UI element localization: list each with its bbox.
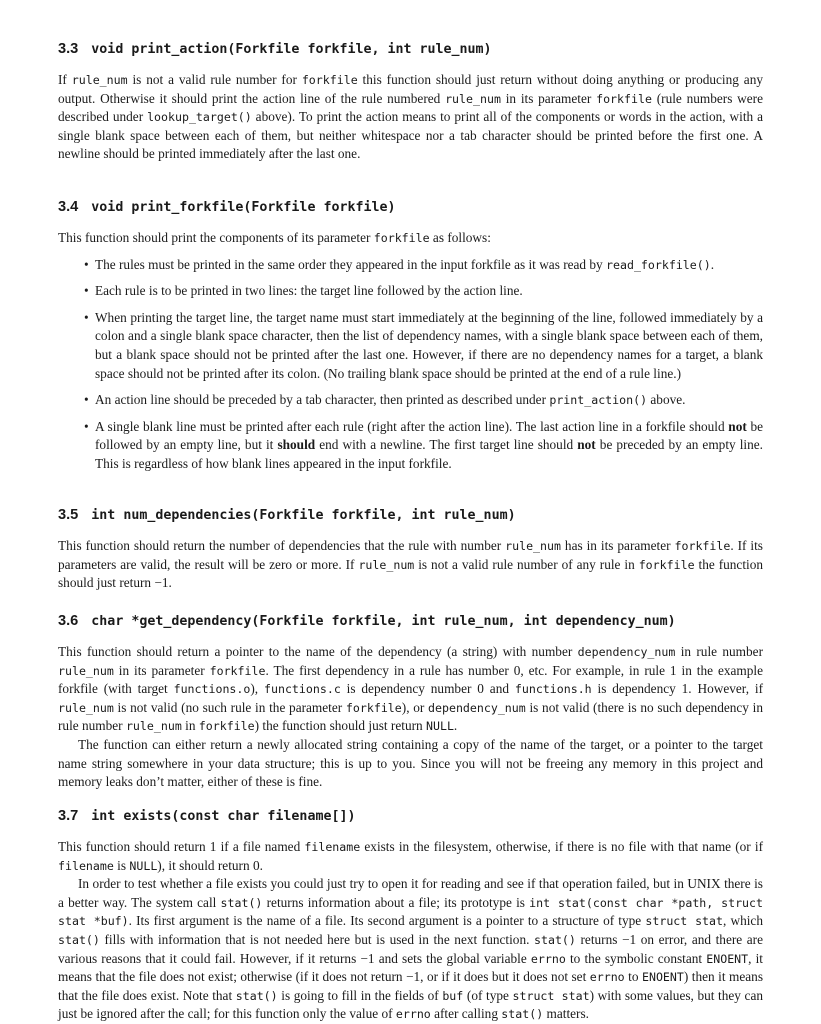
- section-3-3: [58, 40, 763, 198]
- inline-code: dependency_num: [428, 700, 526, 715]
- inline-code: read_forkfile(): [606, 257, 711, 272]
- inline-code: rule_num: [125, 719, 182, 734]
- paragraph: If rule_num is not a valid rule number for forkfile this function should just return without doing anything or producing any output. Otherwise it should print the action line of the rule numbered rule_num in its parameter forkfile (rule numbers were described under lookup_target() above). To print the action means to print all of the components or words in the action, with a single blank space between each of them, but neither whitespace nor a tab character should be printed before the first one. A newline should be printed immediately after the last one.: [58, 72, 763, 162]
- inline-code: forkfile: [674, 539, 731, 553]
- list-item: • A single blank line must be printed after each rule (right after the action line). The last action line in a forkfile should not be followed by an empty line, but it should end with a newline. The first target line should not be preceded by an empty line. This is regardless of how blank lines appeared in the input forkfile.: [58, 418, 763, 474]
- inline-code: buf: [442, 988, 464, 1003]
- section-3-6: [58, 612, 763, 807]
- inline-code: stat(): [501, 1007, 544, 1022]
- inline-code: dependency_num: [577, 645, 676, 659]
- section-3-7: [58, 807, 763, 1024]
- list-item: • When printing the target line, the target name must start immediately at the beginning of the line, followed immediately by a colon and a single blank space character, then the list of dependency names, with a single blank space between each of them, but a blank space should not be printed after the last one. However, if there are no dependency names for a target, a blank space should not be printed after its colon. (No trailing blank space should be printed at the end of a rule line.): [58, 309, 763, 383]
- inline-code: rule_num: [358, 557, 415, 572]
- inline-code: rule_num: [505, 539, 561, 553]
- emphasis: not: [577, 437, 596, 453]
- inline-code: functions.c: [264, 682, 341, 697]
- inline-code: ENOENT: [706, 951, 749, 966]
- emphasis: not: [728, 418, 747, 434]
- paragraph: This function should return 1 if a file named filename exists in the filesystem, otherwise, if there is no file with that name (or if filename is NULL), it should return 0.: [58, 839, 763, 873]
- inline-code: forkfile: [596, 91, 652, 106]
- inline-code: forkfile: [638, 557, 695, 572]
- inline-code: ENOENT: [641, 970, 684, 985]
- function-signature: char *get_dependency(Forkfile forkfile, int rule_num, int dependency_num): [91, 614, 676, 629]
- inline-code: stat(): [58, 932, 100, 947]
- section-heading: [58, 506, 763, 525]
- inline-code: filename: [304, 840, 361, 854]
- inline-code: stat(): [235, 988, 278, 1003]
- inline-code: struct stat: [645, 914, 723, 929]
- paragraph: This function should print the components of its parameter forkfile as follows:: [58, 230, 491, 245]
- inline-code: NULL: [426, 719, 454, 734]
- inline-code: functions.o: [173, 682, 251, 697]
- section-number: 3.7: [58, 808, 79, 824]
- inline-code: int stat(const char *path, struct stat *buf): [58, 895, 763, 929]
- function-signature: int num_dependencies(Forkfile forkfile, int rule_num): [91, 508, 516, 523]
- inline-code: struct stat: [512, 988, 590, 1003]
- inline-code: forkfile: [301, 73, 358, 87]
- inline-code: filename: [58, 858, 114, 873]
- inline-code: lookup_target(): [147, 110, 252, 125]
- section-3-5: [58, 506, 763, 612]
- list-item: • An action line should be preceded by a tab character, then printed as described under print_action() above.: [58, 391, 763, 410]
- inline-code: errno: [530, 951, 566, 966]
- paragraph: This function should return a pointer to the name of the dependency (a string) with number dependency_num in rule number rule_num in its parameter forkfile. The first dependency in a rule has number 0, etc. For example, in rule 1 in the example forkfile (with target functions.o), functions.c is dependency number 0 and functions.h is dependency 1. However, if rule_num is not valid (no such rule in the parameter forkfile), or dependency_num is not valid (there is no such dependency in rule number rule_num in forkfile) the function should just return NULL.: [58, 644, 764, 734]
- inline-code: rule_num: [58, 700, 114, 715]
- inline-code: print_action(): [549, 393, 648, 408]
- inline-code: forkfile: [209, 663, 266, 678]
- bullet-list: [58, 256, 763, 474]
- section-number: 3.3: [58, 41, 79, 57]
- inline-code: forkfile: [373, 231, 430, 245]
- list-item: • The rules must be printed in the same order they appeared in the input forkfile as it was read by read_forkfile().: [58, 256, 763, 275]
- list-item: • Each rule is to be printed in two lines: the target line followed by the action line.: [58, 282, 763, 301]
- function-signature: int exists(const char filename[]): [91, 809, 356, 824]
- emphasis: should: [277, 437, 316, 453]
- inline-code: rule_num: [445, 91, 501, 106]
- paragraph: In order to test whether a file exists you could just try to open it for reading and see if that operation failed, but in UNIX there is a better way. The system call stat() returns information about a file; its prototype is int stat(const char *path, struct stat *buf). Its first argument is the name of a file. Its second argument is a pointer to a structure of type struct stat, which stat() fills with information that is not needed here but is used in the next function. stat() returns −1 on error, and there are various reasons that it could fail. However, if it returns −1 and sets the global variable errno to the symbolic constant ENOENT, it means that the file does not exist; otherwise (if it does not return −1, or if it does but it does not set errno to ENOENT) then it means that the file does exist. Note that stat() is going to fill in the fields of buf (of type struct stat) with some values, but they can just be ignored after the call; for this function only the value of errno after calling stat() matters.: [58, 876, 764, 1022]
- inline-code: errno: [589, 970, 625, 985]
- paragraph: This function should return the number of dependencies that the rule with number rule_num has in its parameter forkfile. If its parameters are valid, the result will be zero or more. If rule_num is not a valid rule number of any rule in forkfile the function should just return −1.: [58, 538, 764, 591]
- inline-code: stat(): [534, 932, 576, 947]
- inline-code: stat(): [220, 895, 263, 910]
- inline-code: errno: [395, 1007, 431, 1022]
- section-heading: [58, 807, 763, 826]
- inline-code: forkfile: [198, 719, 255, 734]
- inline-code: NULL: [129, 858, 158, 873]
- inline-code: rule_num: [71, 73, 128, 87]
- function-signature: void print_action(Forkfile forkfile, int rule_num): [91, 42, 492, 57]
- inline-code: forkfile: [345, 700, 402, 715]
- section-heading: [58, 612, 763, 631]
- section-number: 3.6: [58, 613, 79, 629]
- section-heading: [58, 40, 763, 59]
- inline-code: functions.h: [514, 682, 592, 697]
- section-number: 3.5: [58, 507, 79, 523]
- section-3-4: [58, 198, 763, 506]
- section-number: 3.4: [58, 199, 79, 215]
- inline-code: rule_num: [58, 663, 114, 678]
- section-heading: [58, 198, 763, 217]
- function-signature: void print_forkfile(Forkfile forkfile): [91, 200, 396, 215]
- paragraph: The function can either return a newly allocated string containing a copy of the name of the target, or a pointer to the target name string somewhere in your data structure; this is up to you. Since you will not be freeing any memory in this project and memory leaks don’t matter, either of these is fine.: [58, 736, 763, 790]
